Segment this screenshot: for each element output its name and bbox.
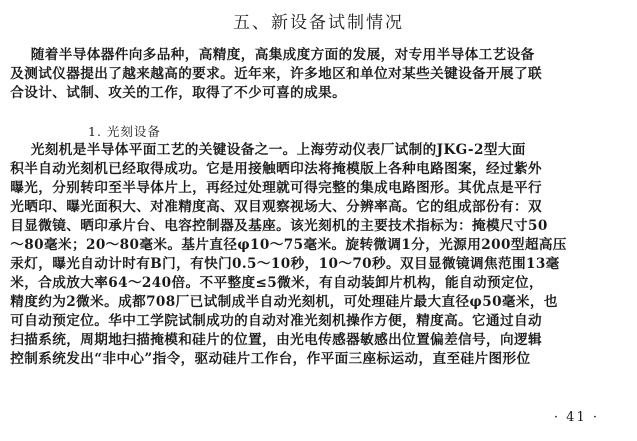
text-line: 及测试仪器提出了越来越高的要求。近年来，许多地区和单位对某些关键设备开展了联 [0,66,543,82]
text-line: 曝光，分别转印至半导体片上，再经过处理就可得完整的集成电路图形。其优点是平行 [0,180,543,196]
text-line: 目显微镜、晒印承片台、电容控制器及基座。该光刻机的主要技术指标为：掩模尺寸50 [0,218,548,234]
text-line: 汞灯，曝光自动计时有B门，有快门0.5～10秒，10～70秒。双目显微镜调焦范围13毫 [0,256,560,272]
intro-paragraph [0,46,637,103]
text-line: 随着半导体器件向多品种，高精度，高集成度方面的发展，对专用半导体工艺设备 [0,47,535,63]
text-line: 可自动预定位。华中工学院试制成功的自动对准光刻机操作方便，精度高。它通过自动 [0,313,543,329]
text-line: 扫描系统，周期地扫描掩模和硅片的位置，由光电传感器敏感出位置偏差信号，向逻辑 [0,332,543,348]
text-line: 米，合成放大率64～240倍。不平整度≤5微米，有自动装卸片机构，能自动预定位， [0,275,543,291]
text-line: 光刻机是半导体平面工艺的关键设备之一。上海劳动仪表厂试制的JKG-2型大面 [0,142,526,158]
text-line: 控制系统发出“非中心”指令，驱动硅片工作台，作平面三座标运动，直至硅片图形位 [0,351,531,367]
text-line: 积半自动光刻机已经取得成功。它是用接触晒印法将掩模版上各种电路图案，经过紫外 [0,161,543,177]
page-number: · 41 · [553,410,599,425]
section-title: 五、新设备试制情况 [233,13,404,33]
text-line: 合设计、试制、攻关的工作，取得了不少可喜的成果。 [0,85,347,101]
subsection-heading: 1. 光刻设备 [88,124,161,139]
text-line: 光晒印、曝光面积大、对准精度高、双目观察视场大、分辨率高。它的组成部份有：双 [0,199,543,215]
text-line: ～80毫米；20～80毫米。基片直径φ10～75毫米。旋转微调1分，光源用200型超高压 [0,237,567,253]
body-paragraph [0,141,637,369]
text-line: 精度约为2微米。成都708厂已试制成半自动光刻机，可处理硅片最大直径φ50毫米，也 [0,294,558,310]
